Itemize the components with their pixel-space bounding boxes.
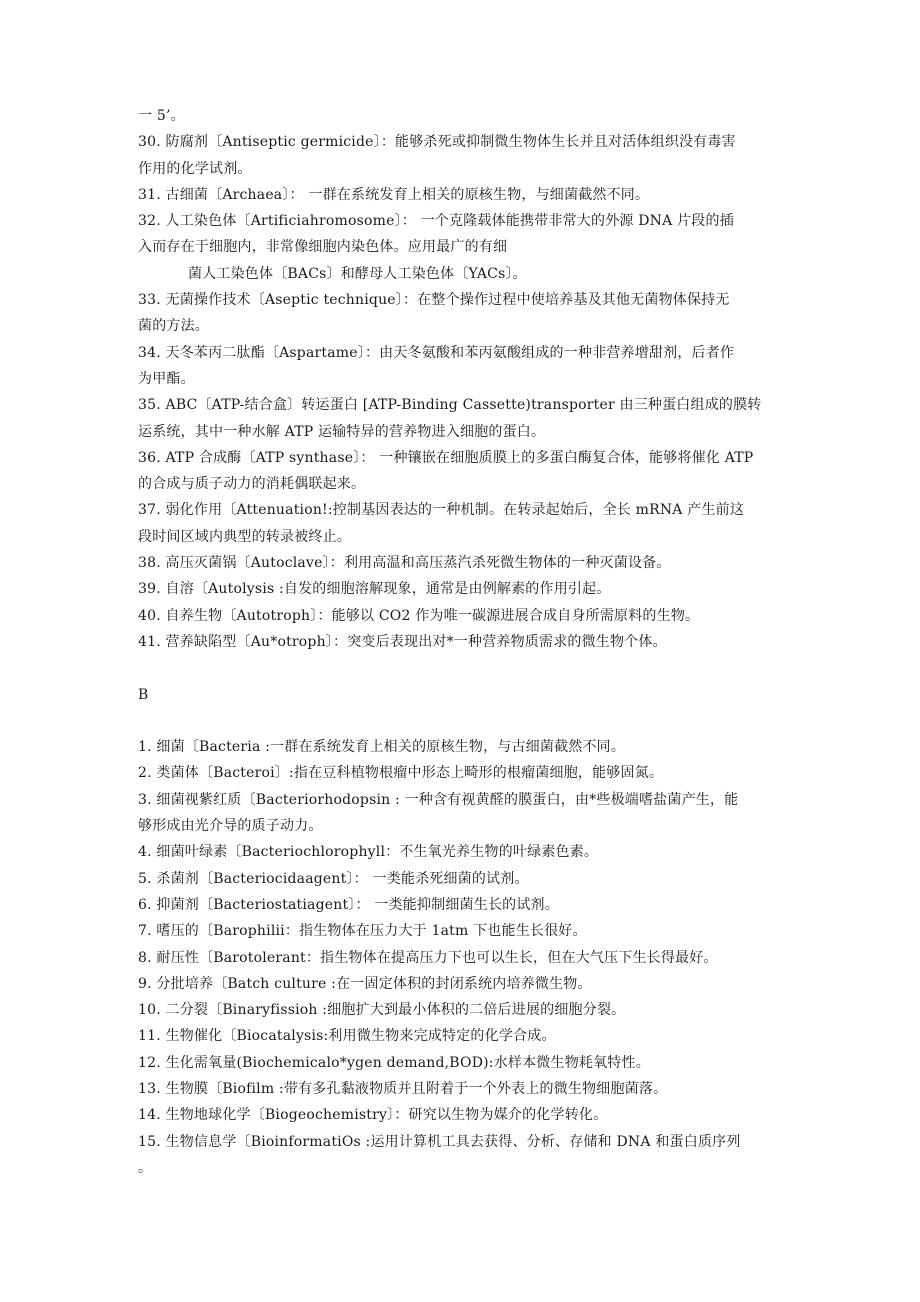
entry-b15: 15. 生物信息学〔BioinformatiOs :运用计算机工具去获得、分析、存储和 DNA 和蛋白质序列: [138, 1133, 741, 1150]
entry-30: 30. 防腐剂〔Antiseptic germicide〕：能够杀死或抑制微生物体生长并且对活体组织没有毒害: [138, 134, 736, 151]
entry-b6: 6. 抑菌剂〔Bacteriostatiagent〕： 一类能抑制细菌生长的试剂。: [138, 896, 559, 913]
text-line: 为甲酯。: [138, 370, 195, 387]
entry-40: 40. 自养生物〔Autotroph〕：能够以 CO2 作为唯一碳源进展合成自身所需原料的生物。: [138, 607, 700, 624]
entry-b11: 11. 生物催化〔Biocatalysis:利用微生物来完成特定的化学合成。: [138, 1028, 556, 1045]
entry-b8: 8. 耐压性〔Barotolerant：指生物体在提高压力下也可以生长，但在大气压下生长得最好。: [138, 949, 718, 966]
section-heading-b: B: [138, 686, 149, 703]
text-line-indented: 菌人工染色体〔BACs〕和酵母人工染色体〔YACs〕。: [188, 265, 527, 282]
entry-35: 35. ABC〔ATP-结合盒〕转运蛋白 [ATP-Binding Cassette)transporter 由三种蛋白组成的膜转: [138, 397, 762, 414]
entry-b14: 14. 生物地球化学〔Biogeochemistry〕：研究以生物为媒介的化学转化。: [138, 1107, 608, 1124]
entry-41: 41. 营养缺陷型〔Au*otroph〕：突变后表现出对*一种营养物质需求的微生物个体。: [138, 633, 667, 650]
entry-b12: 12. 生化需氧量(Biochemicalo*ygen demand,BOD):水样本微生物耗氧特性。: [138, 1054, 650, 1071]
entry-b1: 1. 细菌〔Bacteria :一群在系统发育上相关的原核生物，与古细菌截然不同。: [138, 739, 626, 756]
spacer: [138, 655, 786, 681]
entry-b13: 13. 生物膜〔Biofilm :带有多孔黏液物质并且附着于一个外表上的微生物细胞菌落。: [138, 1080, 668, 1097]
entry-39: 39. 自溶〔Autolysis :自发的细胞溶解现象，通常是由例解素的作用引起。: [138, 581, 611, 598]
text-line: 够形成由光介导的质子动力。: [138, 818, 323, 835]
entry-b2: 2. 类菌体〔Bacteroi〕:指在豆科植物根瘤中形态上畸形的根瘤菌细胞，能够固氮。: [138, 765, 664, 782]
text-line: 段时间区域内典型的转录被终止。: [138, 528, 351, 545]
spacer: [138, 708, 786, 734]
entry-37: 37. 弱化作用〔Attenuation!:控制基因表达的一种机制。在转录起始后，全长 mRNA 产生前这: [138, 502, 745, 519]
entry-36: 36. ATP 合成酶〔ATP synthase〕： 一种镶嵌在细胞质膜上的多蛋白酶复合体，能够将催化 ATP: [138, 449, 754, 466]
entry-34: 34. 天冬苯丙二肽酯〔Aspartame〕：由天冬氨酸和苯丙氨酸组成的一种非营养增甜剂，后者作: [138, 344, 735, 361]
text-line: 一 5’。: [138, 108, 185, 124]
entry-b10: 10. 二分裂〔Binaryfissioh :细胞扩大到最小体积的二倍后进展的细胞分裂。: [138, 1002, 626, 1019]
text-line: 入而存在于细胞内，非常像细胞内染色体。应用最广的有细: [138, 239, 508, 256]
entry-b9: 9. 分批培养〔Batch culture :在一固定体积的封闭系统内培养微生物。: [138, 975, 592, 992]
text-line: 菌的方法。: [138, 318, 209, 335]
entry-32: 32. 人工染色体〔Artificiahromosome〕： 一个克隆载体能携带非常大的外源 DNA 片段的插: [138, 213, 734, 230]
entry-b7: 7. 嗜压的〔Barophilii：指生物体在压力大于 1atm 下也能生长很好。: [138, 923, 587, 940]
entry-33: 33. 无菌操作技术〔Aseptic technique〕：在整个操作过程中使培养基及其他无菌物体保持无: [138, 292, 730, 309]
glossary-body: [138, 103, 786, 1181]
text-line: 。: [138, 1159, 153, 1176]
entry-38: 38. 高压灭菌锅〔Autoclave〕：利用高温和高压蒸汽杀死微生物体的一种灭菌设备。: [138, 555, 671, 572]
entry-b5: 5. 杀菌剂〔Bacteriocidaagent〕： 一类能杀死细菌的试剂。: [138, 870, 529, 887]
text-line: 作用的化学试剂。: [138, 160, 252, 177]
entry-31: 31. 古细菌〔Archaea〕： 一群在系统发育上相关的原核生物，与细菌截然不同。: [138, 186, 650, 203]
entry-b3: 3. 细菌视紫红质〔Bacteriorhodopsin : 一种含有视黄醛的膜蛋白，由*些极端嗜盐菌产生，能: [138, 791, 739, 808]
entry-b4: 4. 细菌叶绿素〔Bacteriochlorophyll：不生氧光养生物的叶绿素色素。: [138, 844, 599, 861]
text-line: 运系统，其中一种水解 ATP 运输特异的营养物进入细胞的蛋白。: [138, 423, 546, 440]
text-line: 的合成与质子动力的消耗偶联起来。: [138, 476, 366, 493]
